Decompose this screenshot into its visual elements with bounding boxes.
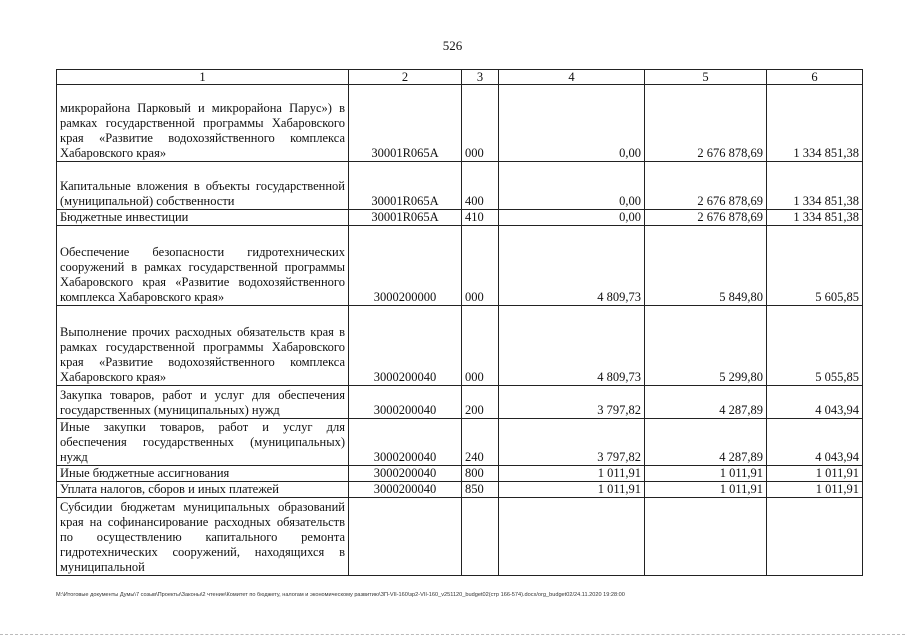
header-col-6: 6 (767, 70, 863, 85)
header-col-3: 3 (462, 70, 499, 85)
row-value-5: 1 011,91 (645, 466, 767, 482)
table-row (57, 226, 863, 306)
header-col-2: 2 (349, 70, 462, 85)
row-name: Уплата налогов, сборов и иных платежей (57, 482, 349, 498)
header-col-1: 1 (57, 70, 349, 85)
row-kvr (462, 498, 499, 576)
row-name: Бюджетные инвестиции (57, 210, 349, 226)
row-value-5: 2 676 878,69 (645, 85, 767, 162)
row-kvr: 410 (462, 210, 499, 226)
row-name: Иные закупки товаров, работ и услуг для обеспечения государственных (муниципальных) нужд (57, 419, 349, 466)
table-row (57, 85, 863, 162)
row-value-4: 3 797,82 (499, 419, 645, 466)
row-value-4: 0,00 (499, 162, 645, 210)
row-value-6: 1 011,91 (767, 482, 863, 498)
row-kvr: 850 (462, 482, 499, 498)
page-number: 526 (442, 38, 463, 53)
row-code: 30001R065A (349, 210, 462, 226)
row-code: 3000200040 (349, 482, 462, 498)
row-value-4 (499, 498, 645, 576)
row-name: Обеспечение безопасности гидротехнических сооружений в рамках государственной программы Хабаровского края «Развитие водохозяйственного комплекса Хабаровского края» (57, 226, 349, 306)
page-edge-divider (0, 634, 905, 635)
row-value-6: 4 043,94 (767, 386, 863, 419)
row-value-6: 1 334 851,38 (767, 85, 863, 162)
row-value-5: 4 287,89 (645, 419, 767, 466)
row-kvr: 400 (462, 162, 499, 210)
table-row (57, 466, 863, 482)
header-col-4: 4 (499, 70, 645, 85)
row-code: 3000200000 (349, 226, 462, 306)
row-value-5: 5 299,80 (645, 306, 767, 386)
row-value-4: 0,00 (499, 210, 645, 226)
table-row (57, 162, 863, 210)
row-code (349, 498, 462, 576)
row-code: 30001R065A (349, 162, 462, 210)
row-value-4: 4 809,73 (499, 226, 645, 306)
row-value-6: 5 605,85 (767, 226, 863, 306)
row-value-5: 4 287,89 (645, 386, 767, 419)
row-kvr: 000 (462, 85, 499, 162)
row-value-4: 1 011,91 (499, 482, 645, 498)
table-row (57, 482, 863, 498)
row-value-5: 1 011,91 (645, 482, 767, 498)
header-col-5: 5 (645, 70, 767, 85)
row-code: 3000200040 (349, 306, 462, 386)
row-value-5: 2 676 878,69 (645, 210, 767, 226)
table-row (57, 210, 863, 226)
row-kvr: 000 (462, 306, 499, 386)
row-value-6: 5 055,85 (767, 306, 863, 386)
row-kvr: 000 (462, 226, 499, 306)
row-value-4: 3 797,82 (499, 386, 645, 419)
row-name: Выполнение прочих расходных обязательств края в рамках государственной программы Хабаровского края «Развитие водохозяйственного комплекса Хабаровского края» (57, 306, 349, 386)
row-code: 3000200040 (349, 466, 462, 482)
row-code: 3000200040 (349, 386, 462, 419)
row-value-6: 1 011,91 (767, 466, 863, 482)
row-value-5: 2 676 878,69 (645, 162, 767, 210)
table-row (57, 306, 863, 386)
row-name: Закупка товаров, работ и услуг для обеспечения государственных (муниципальных) нужд (57, 386, 349, 419)
row-value-4: 4 809,73 (499, 306, 645, 386)
table-row (57, 419, 863, 466)
row-value-5 (645, 498, 767, 576)
table-header-row (57, 70, 863, 85)
row-name: Субсидии бюджетам муниципальных образований края на софинансирование расходных обязательств по осуществлению капитального ремонта гидротехнических сооружений, находящихся в муниципальной (57, 498, 349, 576)
row-kvr: 240 (462, 419, 499, 466)
row-name: Капитальные вложения в объекты государственной (муниципальной) собственности (57, 162, 349, 210)
row-code: 3000200040 (349, 419, 462, 466)
row-value-4: 1 011,91 (499, 466, 645, 482)
row-code: 30001R065A (349, 85, 462, 162)
row-value-6: 1 334 851,38 (767, 162, 863, 210)
row-value-6: 4 043,94 (767, 419, 863, 466)
table-row (57, 498, 863, 576)
document-path-footer: M:\Итоговые документы Думы\7 созыв\Проекты\Законы\2 чтение\Комитет по бюджету, налогам и экономическому развитию\ЗП-VII-160\зр2-VII-160_v251120_budget02(стр 166-574).docx/org_budget02/24.11.2020 19:28:00 (56, 592, 625, 598)
row-name: Иные бюджетные ассигнования (57, 466, 349, 482)
row-kvr: 800 (462, 466, 499, 482)
row-value-4: 0,00 (499, 85, 645, 162)
row-value-6: 1 334 851,38 (767, 210, 863, 226)
row-value-6 (767, 498, 863, 576)
row-kvr: 200 (462, 386, 499, 419)
table-row (57, 386, 863, 419)
row-name: микрорайона Парковый и микрорайона Парус») в рамках государственной программы Хабаровского края «Развитие водохозяйственного комплекса Хабаровского края» (57, 85, 349, 162)
row-value-5: 5 849,80 (645, 226, 767, 306)
budget-table (56, 69, 863, 576)
